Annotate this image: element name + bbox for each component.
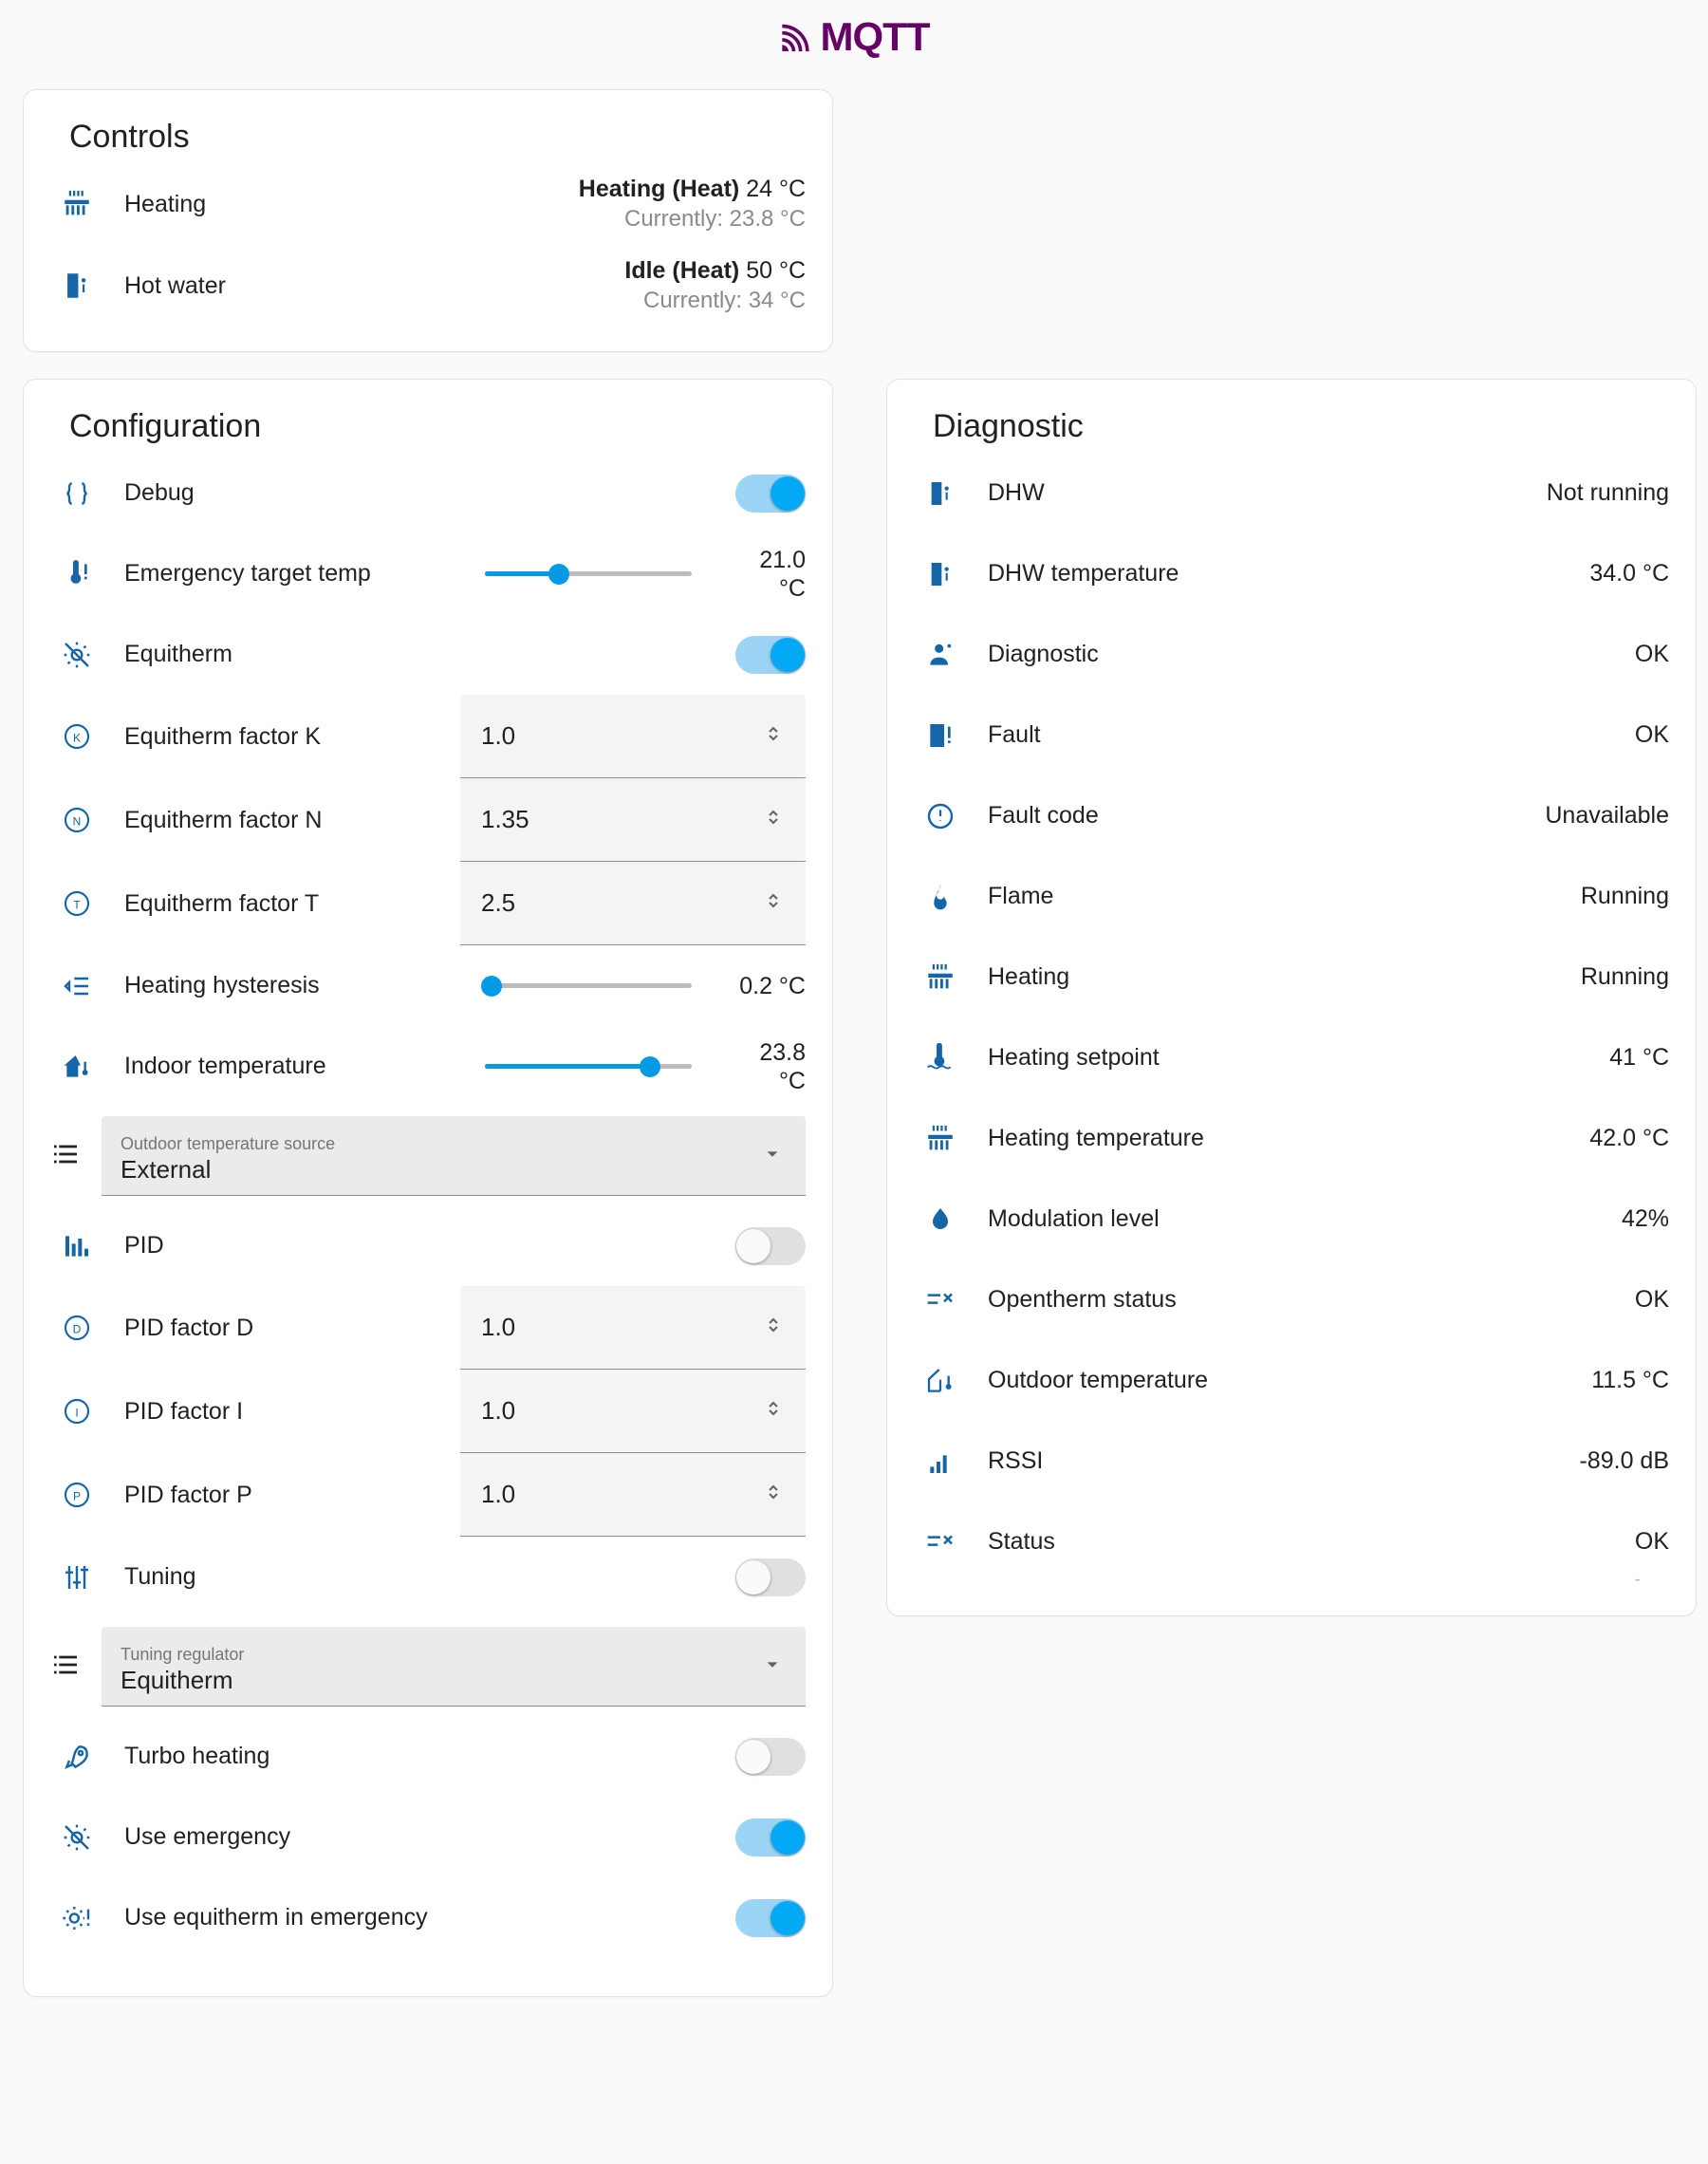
turbo-heating-toggle[interactable]	[735, 1738, 806, 1776]
pid-factor-i-input[interactable]	[460, 1370, 806, 1453]
control-state-target: 50 °C	[746, 257, 806, 285]
config-row-pid-factor-d[interactable]	[24, 1286, 832, 1370]
weather-sun-off-icon	[50, 640, 103, 670]
diagnostic-row-modulation-level	[887, 1179, 1696, 1259]
pid-factor-d-input[interactable]	[460, 1286, 806, 1370]
tuning-regulator-select[interactable]	[102, 1627, 806, 1707]
diagnostic-label: Opentherm status	[988, 1286, 1177, 1313]
indoor-temperature-slider-wrap[interactable]	[485, 1038, 806, 1095]
value-line-2: °C	[778, 1067, 806, 1094]
letter-n-icon	[50, 805, 103, 835]
configuration-card	[23, 379, 833, 1997]
stepper-icon[interactable]	[762, 1314, 785, 1341]
comment-alert-icon	[914, 801, 967, 831]
select-label: Tuning regulator	[121, 1644, 245, 1664]
braces-icon	[50, 478, 103, 509]
opentherm-icon	[914, 1285, 967, 1315]
diagnostic-value: Running	[1580, 883, 1669, 909]
config-row-tuning[interactable]	[24, 1537, 832, 1617]
diagnostic-value: -89.0 dB	[1579, 1447, 1669, 1474]
config-label: Equitherm	[124, 641, 232, 667]
water-heater-icon	[50, 270, 103, 302]
diagnostic-label: Outdoor temperature	[988, 1367, 1209, 1393]
radiator-icon	[914, 961, 967, 994]
config-label: Emergency target temp	[124, 560, 371, 587]
diagnostic-label: Fault code	[988, 802, 1099, 829]
indoor-temperature-slider[interactable]	[485, 1054, 692, 1079]
value-line-1: 23.8	[759, 1038, 806, 1066]
config-row-heating-hysteresis[interactable]	[24, 945, 832, 1026]
diagnostic-row-fault	[887, 695, 1696, 775]
select-label: Outdoor temperature source	[121, 1133, 336, 1153]
value-line-2: °C	[778, 574, 806, 602]
diagnostic-value: OK	[1634, 1528, 1669, 1555]
use-emergency-toggle[interactable]	[735, 1819, 806, 1856]
control-row-hot-water[interactable]	[24, 245, 832, 326]
diagnostic-value: 42.0 °C	[1589, 1125, 1669, 1151]
stepper-icon[interactable]	[762, 722, 785, 750]
config-row-equitherm-factor-k[interactable]	[24, 695, 832, 778]
svg-text:N: N	[72, 814, 82, 829]
config-row-tuning-regulator[interactable]	[24, 1617, 832, 1716]
diagnostic-value: 42%	[1621, 1205, 1669, 1232]
config-label: Use equitherm in emergency	[124, 1904, 428, 1931]
config-label: Equitherm factor T	[124, 889, 320, 917]
rocket-icon	[50, 1742, 103, 1772]
letter-p-icon	[50, 1480, 103, 1510]
configuration-title: Configuration	[69, 408, 262, 444]
input-value: 1.0	[481, 1313, 516, 1341]
svg-text:D: D	[72, 1322, 82, 1336]
radiator-icon	[914, 1123, 967, 1155]
equitherm-factor-k-input[interactable]	[460, 695, 806, 778]
water-heater-icon	[914, 478, 967, 509]
control-current: Currently: 34 °C	[643, 287, 806, 313]
mqtt-logo	[779, 14, 930, 59]
stepper-icon[interactable]	[762, 889, 785, 917]
control-state-mode: Idle (Heat)	[624, 257, 740, 285]
diagnostic-value: Not running	[1546, 479, 1669, 506]
list-icon	[50, 1650, 81, 1685]
stepper-icon[interactable]	[762, 1481, 785, 1508]
pid-factor-p-input[interactable]	[460, 1453, 806, 1537]
config-row-turbo-heating[interactable]	[24, 1716, 832, 1797]
controls-card	[23, 89, 833, 352]
account-icon	[914, 640, 967, 670]
diagnostic-card	[886, 379, 1697, 1616]
config-row-pid[interactable]	[24, 1205, 832, 1286]
select-value: External	[121, 1154, 212, 1184]
config-row-pid-factor-i[interactable]	[24, 1370, 832, 1453]
config-row-use-emergency[interactable]	[24, 1797, 832, 1877]
chart-bar-icon	[50, 1231, 103, 1261]
control-label: Heating	[124, 190, 207, 217]
diagnostic-label: Heating	[988, 963, 1070, 990]
control-row-heating[interactable]	[24, 163, 832, 245]
diagnostic-row-flame	[887, 856, 1696, 937]
diagnostic-value: 34.0 °C	[1589, 560, 1669, 587]
outdoor-temperature-source-select[interactable]	[102, 1116, 806, 1196]
diagnostic-label: Heating setpoint	[988, 1044, 1160, 1071]
emergency-target-temp-value	[715, 546, 806, 603]
diagnostic-row-diagnostic	[887, 614, 1696, 695]
config-row-pid-factor-p[interactable]	[24, 1453, 832, 1537]
control-state	[624, 256, 806, 314]
diagnostic-label: Fault	[988, 721, 1041, 748]
heating-hysteresis-slider[interactable]	[485, 974, 692, 998]
stepper-icon[interactable]	[762, 806, 785, 833]
home-thermometer-icon	[50, 1052, 103, 1082]
emergency-target-temp-slider-wrap[interactable]	[485, 546, 806, 603]
weather-sun-alert-icon	[50, 1903, 103, 1933]
status-trailing-dash: -	[1634, 1569, 1641, 1590]
controls-title: Controls	[69, 119, 190, 155]
main-columns	[0, 379, 1708, 1997]
pid-toggle[interactable]	[735, 1227, 806, 1265]
thermometer-water-icon	[914, 1043, 967, 1073]
config-label: Debug	[124, 479, 195, 506]
diagnostic-label: Status	[988, 1528, 1055, 1555]
diagnostic-value: Running	[1580, 963, 1669, 990]
input-value: 1.35	[481, 805, 529, 833]
diagnostic-row-heating	[887, 937, 1696, 1017]
control-state	[579, 175, 806, 233]
diagnostic-value: Unavailable	[1545, 802, 1669, 829]
letter-d-icon	[50, 1313, 103, 1343]
diagnostic-row-rssi	[887, 1421, 1696, 1502]
config-row-equitherm[interactable]	[24, 614, 832, 695]
list-icon	[50, 1139, 81, 1174]
equitherm-toggle[interactable]	[735, 636, 806, 674]
input-value: 1.0	[481, 1480, 516, 1508]
control-state-target: 24 °C	[746, 176, 806, 203]
config-row-equitherm-factor-n[interactable]	[24, 778, 832, 862]
diagnostic-label: RSSI	[988, 1447, 1044, 1474]
select-value: Equitherm	[121, 1665, 233, 1694]
config-row-debug[interactable]	[24, 453, 832, 533]
diagnostic-value: OK	[1634, 1286, 1669, 1313]
diagnostic-label: Heating temperature	[988, 1125, 1204, 1151]
diagnostic-value: 41 °C	[1609, 1044, 1669, 1071]
use-equitherm-in-emergency-toggle[interactable]	[735, 1899, 806, 1937]
diagnostic-title: Diagnostic	[933, 408, 1084, 444]
config-label: Turbo heating	[124, 1743, 270, 1769]
letter-k-icon	[50, 721, 103, 752]
config-label: PID factor I	[124, 1397, 244, 1425]
diagnostic-label: Flame	[988, 883, 1054, 909]
control-label: Hot water	[124, 271, 226, 299]
equitherm-factor-n-input[interactable]	[460, 778, 806, 862]
equitherm-factor-t-input[interactable]	[460, 862, 806, 945]
stepper-icon[interactable]	[762, 1397, 785, 1425]
config-label: Equitherm factor N	[124, 806, 323, 833]
home-thermometer-outline-icon	[914, 1366, 967, 1396]
config-label: Indoor temperature	[124, 1053, 326, 1079]
diagnostic-label: Modulation level	[988, 1205, 1160, 1232]
emergency-target-temp-slider[interactable]	[485, 562, 692, 587]
svg-text:K: K	[72, 731, 82, 745]
input-value: 2.5	[481, 888, 516, 917]
input-value: 1.0	[481, 1396, 516, 1425]
alert-box-icon	[914, 720, 967, 751]
tune-icon	[50, 1562, 103, 1593]
hysteresis-icon	[50, 971, 103, 1001]
opentherm-icon	[914, 1527, 967, 1558]
heating-hysteresis-value: 0.2 °C	[739, 972, 806, 999]
diagnostic-value: OK	[1634, 641, 1669, 667]
config-label: Heating hysteresis	[124, 972, 320, 998]
svg-text:I: I	[75, 1406, 79, 1420]
config-label: Use emergency	[124, 1823, 291, 1850]
signal-icon	[914, 1446, 967, 1477]
diagnostic-row-fault-code	[887, 775, 1696, 856]
config-label: Tuning	[124, 1563, 196, 1590]
weather-sun-off-icon	[50, 1822, 103, 1853]
heating-hysteresis-slider-wrap[interactable]	[485, 972, 806, 1000]
thermometer-alert-icon	[50, 559, 103, 589]
diagnostic-label: Diagnostic	[988, 641, 1099, 667]
config-row-outdoor-temperature-source[interactable]	[24, 1107, 832, 1205]
diagnostic-value: OK	[1634, 721, 1669, 748]
indoor-temperature-value	[715, 1038, 806, 1095]
radiator-icon	[50, 188, 103, 220]
control-state-mode: Heating (Heat)	[578, 176, 740, 203]
letter-i-icon	[50, 1396, 103, 1427]
water-heater-icon	[914, 559, 967, 589]
config-label: PID factor D	[124, 1314, 254, 1341]
svg-text:T: T	[73, 898, 81, 912]
brand-title: MQTT	[820, 14, 930, 59]
diagnostic-row-outdoor-temperature	[887, 1340, 1696, 1421]
mqtt-logo-icon	[779, 18, 817, 56]
chevron-down-icon[interactable]	[760, 1141, 785, 1170]
water-percent-icon	[914, 1204, 967, 1235]
config-label: PID	[124, 1232, 164, 1259]
config-row-use-equitherm-in-emergency[interactable]	[24, 1877, 832, 1958]
value-line-1: 21.0	[759, 546, 806, 573]
control-current: Currently: 23.8 °C	[623, 205, 806, 232]
svg-text:P: P	[72, 1489, 82, 1503]
diagnostic-row-heating-temperature	[887, 1098, 1696, 1179]
chevron-down-icon[interactable]	[760, 1651, 785, 1681]
diagnostic-row-opentherm-status	[887, 1259, 1696, 1340]
diagnostic-label: DHW	[988, 479, 1045, 506]
flame-icon	[914, 882, 967, 912]
config-row-emergency-target-temp[interactable]	[24, 533, 832, 614]
diagnostic-row-dhw-temperature	[887, 533, 1696, 614]
tuning-toggle[interactable]	[735, 1558, 806, 1596]
config-label: Equitherm factor K	[124, 722, 322, 750]
app-header	[0, 0, 1708, 74]
diagnostic-row-heating-setpoint	[887, 1017, 1696, 1098]
debug-toggle[interactable]	[735, 475, 806, 513]
diagnostic-row-dhw	[887, 453, 1696, 533]
input-value: 1.0	[481, 721, 516, 750]
config-label: PID factor P	[124, 1481, 252, 1508]
diagnostic-value: 11.5 °C	[1591, 1367, 1669, 1393]
config-row-equitherm-factor-t[interactable]	[24, 862, 832, 945]
diagnostic-label: DHW temperature	[988, 560, 1179, 587]
config-row-indoor-temperature[interactable]	[24, 1026, 832, 1107]
letter-t-icon	[50, 888, 103, 919]
